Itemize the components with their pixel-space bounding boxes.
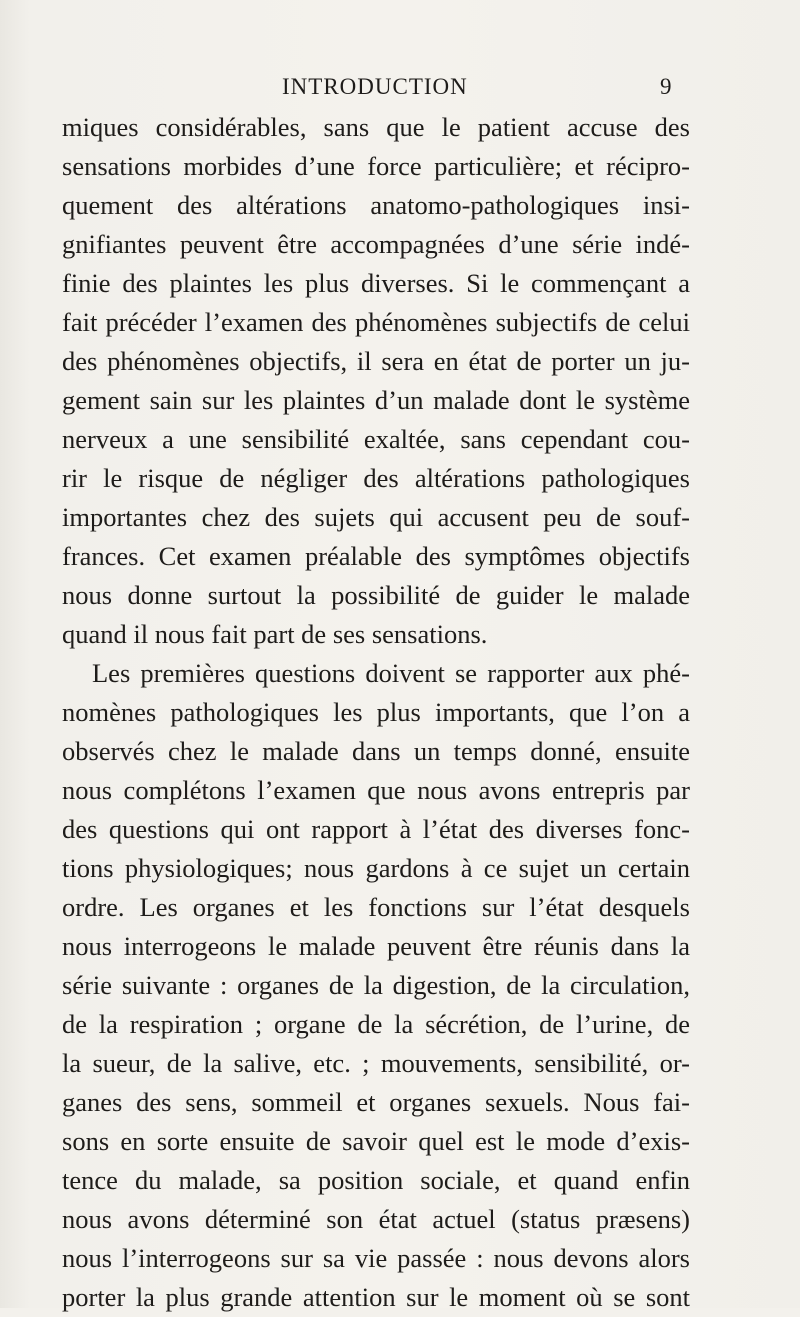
text-line: tions physiologiques; nous gardons à ce sujet un certain bbox=[62, 853, 690, 883]
text-line: des questions qui ont rapport à l’état des diverses fonc- bbox=[62, 814, 690, 844]
text-line: importantes chez des sujets qui accusent peu de souf- bbox=[62, 502, 690, 532]
text-line: nous complétons l’examen que nous avons entrepris par bbox=[62, 775, 690, 805]
text-line: de la respiration ; organe de la sécrétion, de l’urine, de bbox=[62, 1009, 690, 1039]
text-line: porter la plus grande attention sur le moment où se sont bbox=[62, 1282, 690, 1312]
text-line: rir le risque de négliger des altérations pathologiques bbox=[62, 463, 690, 493]
text-line: nous avons déterminé son état actuel (status præsens) bbox=[62, 1204, 690, 1234]
text-line: tence du malade, sa position sociale, et quand enfin bbox=[62, 1165, 690, 1195]
text-line: frances. Cet examen préalable des symptômes objectifs bbox=[62, 541, 690, 571]
text-line: la sueur, de la salive, etc. ; mouvements, sensibilité, or- bbox=[62, 1048, 690, 1078]
text-line: nous donne surtout la possibilité de guider le malade bbox=[62, 580, 690, 610]
text-line: miques considérables, sans que le patient accuse des bbox=[62, 112, 690, 142]
text-line: sensations morbides d’une force particulière; et récipro- bbox=[62, 151, 690, 181]
text-line: Les premières questions doivent se rapporter aux phé- bbox=[92, 658, 690, 688]
text-line: fait précéder l’examen des phénomènes subjectifs de celui bbox=[62, 307, 690, 337]
text-line: observés chez le malade dans un temps donné, ensuite bbox=[62, 736, 690, 766]
text-line: quand il nous fait part de ses sensations. bbox=[62, 619, 488, 649]
text-line: nerveux a une sensibilité exaltée, sans cependant cou- bbox=[62, 424, 690, 454]
body-text bbox=[62, 108, 690, 1317]
text-line: ganes des sens, sommeil et organes sexuels. Nous fai- bbox=[62, 1087, 690, 1117]
text-line: nous interrogeons le malade peuvent être réunis dans la bbox=[62, 931, 690, 961]
text-line: gnifiantes peuvent être accompagnées d’une série indé- bbox=[62, 229, 690, 259]
text-line: quement des altérations anatomo-pathologiques insi- bbox=[62, 190, 690, 220]
text-line: série suivante : organes de la digestion, de la circulation, bbox=[62, 970, 690, 1000]
text-line: finie des plaintes les plus diverses. Si le commençant a bbox=[62, 268, 690, 298]
text-line: ordre. Les organes et les fonctions sur l’état desquels bbox=[62, 892, 690, 922]
text-line: gement sain sur les plaintes d’un malade dont le système bbox=[62, 385, 690, 415]
running-title: INTRODUCTION bbox=[282, 74, 468, 99]
text-line: nous l’interrogeons sur sa vie passée : nous devons alors bbox=[62, 1243, 690, 1273]
page-header bbox=[0, 72, 800, 102]
text-line: nomènes pathologiques les plus importants, que l’on a bbox=[62, 697, 690, 727]
text-line: des phénomènes objectifs, il sera en état de porter un ju- bbox=[62, 346, 690, 376]
text-line: sons en sorte ensuite de savoir quel est le mode d’exis- bbox=[62, 1126, 690, 1156]
page-number: 9 bbox=[660, 74, 672, 99]
